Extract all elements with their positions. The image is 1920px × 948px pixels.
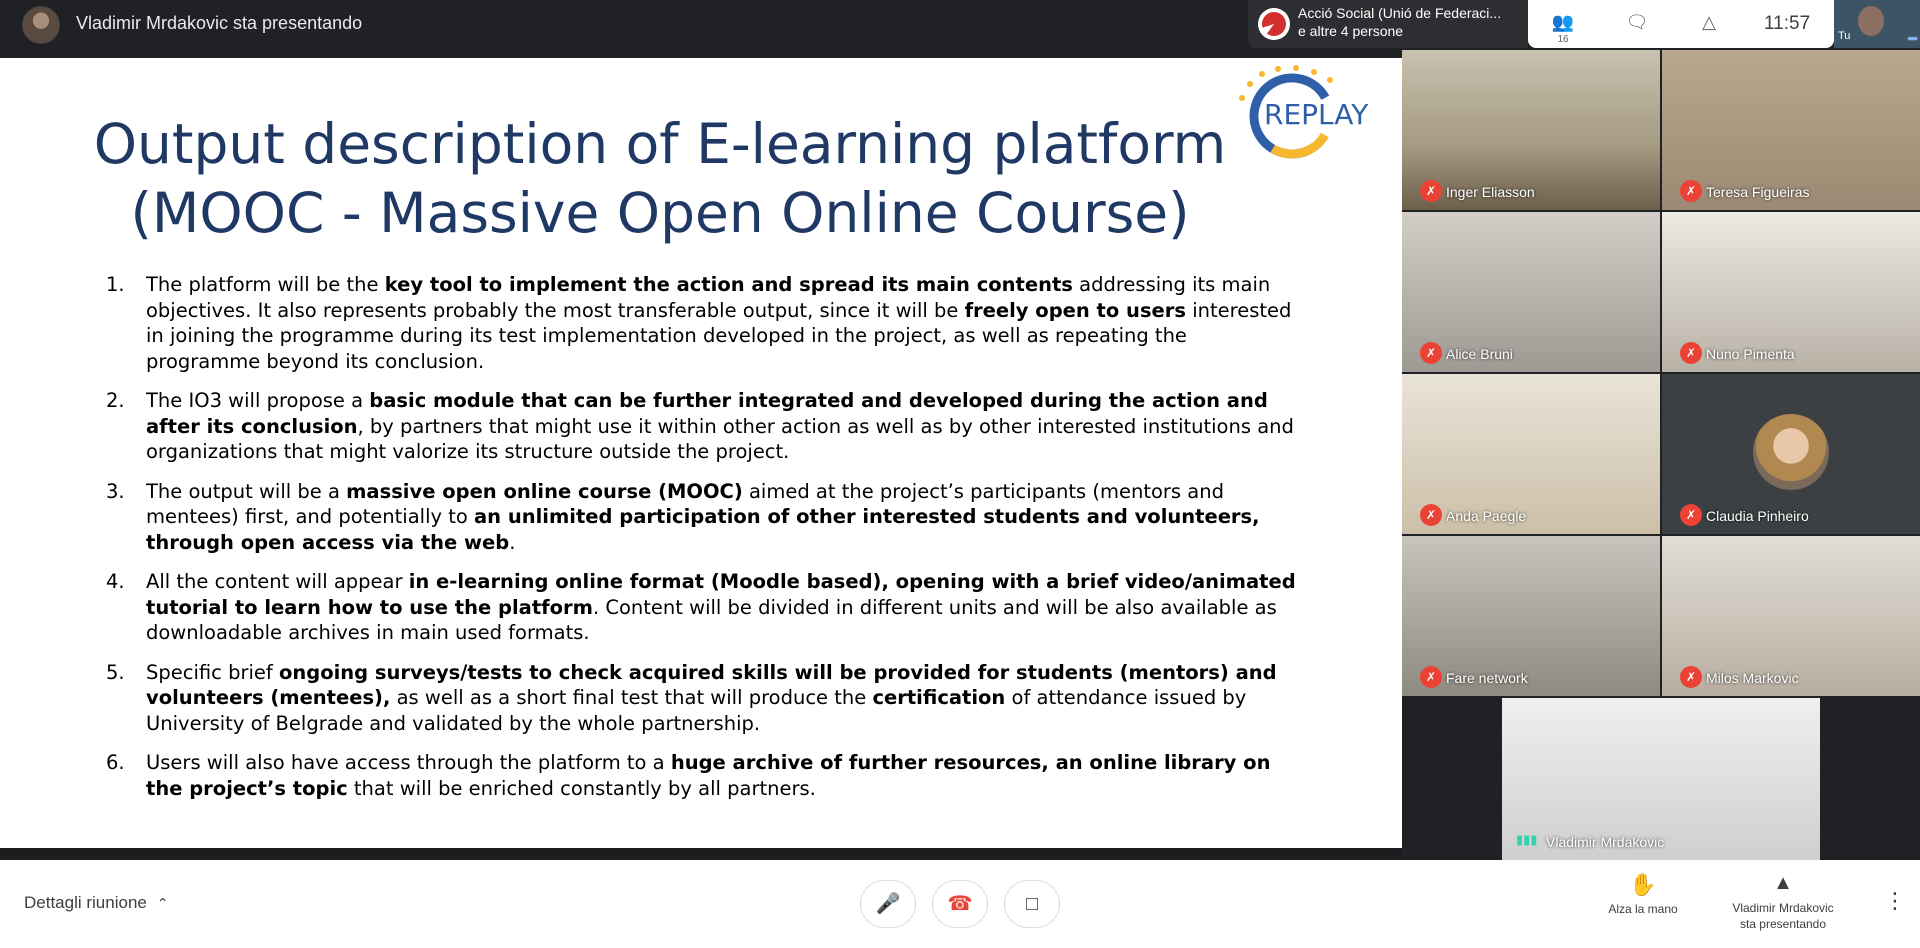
bullet-bold-text: huge archive of further resources, an online library on the project’s topic	[146, 751, 1271, 800]
slide-title-line2: (MOOC - Massive Open Online Course)	[130, 181, 1190, 245]
meeting-details-label: Dettagli riunione	[24, 893, 147, 912]
slide-bullet-item	[100, 660, 1300, 737]
logo-text: REPLAY	[1264, 98, 1369, 131]
participant-notification[interactable]	[1248, 0, 1528, 48]
participant-tile[interactable]	[1402, 536, 1660, 696]
participant-grid	[1402, 48, 1920, 860]
more-options-icon[interactable]: •••	[1907, 30, 1916, 46]
bullet-text: aimed at the project’s participants (mentors and mentees) first, and potentially to	[146, 479, 1224, 528]
camera-icon: □	[1025, 893, 1039, 915]
participant-name: Vladimir Mrdakovic	[1546, 834, 1665, 850]
participant-name: Anda Paegle	[1446, 508, 1527, 524]
muted-mic-icon: ✗	[1680, 342, 1702, 364]
muted-mic-icon: ✗	[1680, 180, 1702, 202]
bullet-text: . Content will be divided in different units and will be also available as downloadable archives in main used formats.	[146, 595, 1277, 644]
speaking-indicator-icon: ▮▮▮	[1516, 832, 1538, 847]
bullet-text: The output will be a	[146, 479, 347, 503]
bullet-number: 4.	[106, 570, 125, 593]
presentation-slide	[0, 58, 1402, 848]
presenting-line1: Vladimir Mrdakovic	[1732, 901, 1834, 915]
more-icon[interactable]: ⋮	[1884, 888, 1906, 913]
muted-mic-icon: ✗	[1420, 504, 1442, 526]
mic-button[interactable]	[860, 880, 916, 928]
presenting-text: Vladimir Mrdakovic sta presentando	[76, 13, 363, 33]
hangup-button[interactable]	[932, 880, 988, 928]
participant-name: Milos Markovic	[1706, 670, 1799, 686]
slide-bullet-list	[100, 272, 1300, 815]
hand-icon: ✋	[1629, 872, 1657, 897]
raise-hand-label: Alza la mano	[1608, 902, 1678, 916]
muted-mic-icon: ✗	[1680, 666, 1702, 688]
participant-tile[interactable]	[1662, 50, 1920, 210]
slide-bottom-border	[0, 848, 1402, 858]
participant-name: Alice Bruni	[1446, 346, 1513, 362]
slide-title-line1: Output description of E-learning platform	[93, 112, 1227, 176]
notification-line1: Acció Social (Unió de Federaci...	[1298, 5, 1502, 21]
participant-tile[interactable]	[1402, 374, 1660, 534]
presenting-button[interactable]	[1718, 872, 1848, 932]
bullet-bold-text: freely open to users	[964, 298, 1186, 322]
raise-hand-button[interactable]	[1598, 872, 1688, 918]
bullet-bold-text: massive open online course (MOOC)	[346, 479, 743, 503]
bullet-bold-text: key tool to implement the action and spread its main contents	[384, 273, 1073, 296]
muted-mic-icon: ✗	[1420, 180, 1442, 202]
replay-logo	[1230, 64, 1370, 170]
slide-title	[80, 110, 1240, 248]
notification-line2: e altre 4 persone	[1298, 23, 1404, 39]
present-icon: ▲	[1773, 872, 1793, 894]
muted-mic-icon: ✗	[1420, 342, 1442, 364]
slide-bullet-item	[100, 479, 1300, 556]
participant-tile[interactable]	[1662, 374, 1920, 534]
participant-tile[interactable]	[1402, 212, 1660, 372]
meeting-details-button[interactable]	[24, 893, 169, 913]
participant-tile[interactable]	[1662, 212, 1920, 372]
people-count: 16	[1557, 34, 1569, 45]
self-face	[1858, 6, 1884, 36]
slide-bullet-item	[100, 272, 1300, 374]
bullet-number: 6.	[106, 751, 125, 774]
bullet-number: 3.	[106, 479, 125, 503]
participant-tile[interactable]	[1662, 536, 1920, 696]
participant-name: Fare network	[1446, 670, 1528, 686]
bullet-text: that will be enriched constantly by all partners.	[347, 776, 816, 800]
bullet-text: interested in joining the programme during its test implementation developed in the project, as well as repeating the programme beyond its conclusion.	[146, 298, 1292, 373]
self-label: Tu	[1838, 30, 1851, 42]
participant-tile-presenter[interactable]	[1502, 698, 1820, 860]
slide-bullet-item	[100, 750, 1300, 801]
bullet-text: .	[509, 530, 516, 554]
bullet-text: Users will also have access through the platform to a	[146, 751, 671, 774]
organization-logo	[1258, 8, 1290, 40]
slide-bullet-item	[100, 569, 1300, 646]
chevron-up-icon: ⌃	[156, 895, 169, 911]
people-icon[interactable]: 👥$^{16}$	[1551, 12, 1575, 45]
bullet-text: Specific brief	[146, 660, 279, 684]
muted-mic-icon: ✗	[1420, 666, 1442, 688]
self-view[interactable]	[1834, 0, 1920, 48]
participant-name: Nuno Pimenta	[1706, 346, 1795, 362]
bullet-text: All the content will appear	[146, 570, 409, 593]
chat-icon[interactable]: 🗨	[1625, 12, 1649, 32]
bullet-text: addressing its main objectives. It also represents probably the most transferable output, since it will be	[146, 273, 1271, 322]
clock: 11:57	[1764, 13, 1811, 34]
bullet-text: , by partners that might use it within other action as well as by other interested institutions and organizations that might valorize its structure outside the project.	[146, 414, 1294, 463]
bullet-bold-text: basic module that can be further integrated and developed during the action and after its conclusion	[146, 389, 1268, 438]
bullet-number: 1.	[106, 273, 125, 296]
bullet-text: The platform will be the	[146, 273, 385, 296]
meeting-tools	[1528, 0, 1834, 48]
bullet-text: The IO3 will propose a	[146, 389, 370, 412]
bullet-bold-text: ongoing surveys/tests to check acquired skills will be provided for students (mentors) and volunteers (mentees),	[146, 660, 1277, 709]
participant-tile[interactable]	[1402, 50, 1660, 210]
bullet-number: 5.	[106, 660, 125, 684]
participant-avatar	[1753, 414, 1829, 490]
participant-name: Inger Eliasson	[1446, 184, 1535, 200]
slide-bullet-item	[100, 388, 1300, 465]
muted-mic-icon: ✗	[1680, 504, 1702, 526]
hangup-icon: ☎	[947, 893, 973, 915]
mic-icon: 🎤	[875, 893, 901, 915]
bottom-control-bar	[0, 860, 1920, 948]
presenter-avatar	[22, 6, 60, 44]
presenting-line2: sta presentando	[1739, 917, 1827, 931]
camera-button[interactable]	[1004, 880, 1060, 928]
activities-icon[interactable]: △	[1702, 12, 1716, 32]
bullet-text: of attendance issued by University of Belgrade and validated by the whole partnership.	[146, 686, 1247, 735]
bullet-bold-text: in e-learning online format (Moodle based), opening with a brief video/animated tutorial to learn how to use the platform	[146, 570, 1296, 619]
participant-name: Teresa Figueiras	[1706, 184, 1810, 200]
bullet-bold-text: certification	[872, 686, 1006, 709]
bullet-bold-text: an unlimited participation of other interested students and volunteers, through open access via the web	[146, 505, 1260, 554]
participant-name: Claudia Pinheiro	[1706, 508, 1809, 524]
bullet-text: as well as a short final test that will produce the	[390, 686, 873, 709]
bullet-number: 2.	[106, 389, 125, 412]
